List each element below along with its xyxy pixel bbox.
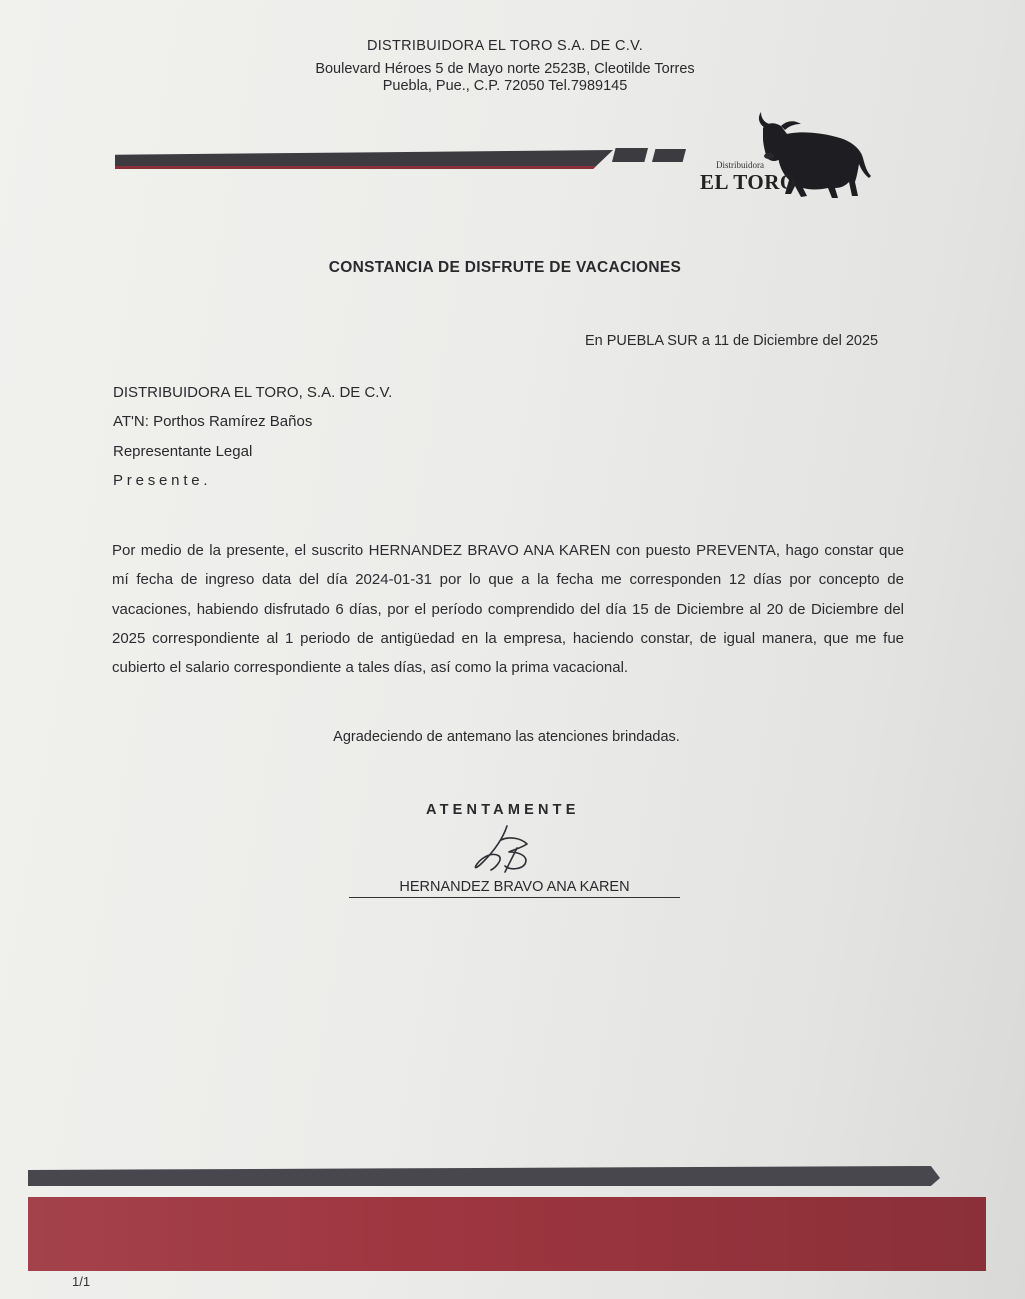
recipient-attention: AT'N: Porthos Ramírez Baños	[113, 413, 313, 430]
header-stripe-segment	[652, 149, 686, 162]
header-stripe	[115, 150, 613, 169]
logo-small-text: Distribuidora	[716, 160, 764, 170]
closing-line: Agradeciendo de antemano las atenciones brindadas.	[333, 729, 680, 745]
page-number: 1/1	[72, 1274, 91, 1289]
atentamente-label: ATENTAMENTE	[426, 802, 580, 818]
header-stripe-segment	[612, 148, 648, 162]
recipient-presente: Presente.	[113, 472, 212, 489]
company-name: DISTRIBUIDORA EL TORO S.A. DE C.V.	[366, 38, 644, 54]
body-paragraph: Por medio de la presente, el suscrito HERNANDEZ BRAVO ANA KAREN con puesto PREVENTA, hago constar que mí fecha de ingreso data del día 2024-01-31 por lo que a la fecha me corresponden 12 días por concepto de vacaciones, habiendo disfrutado 6 días, por el período comprendido del día 15 de Diciembre al 20 de Diciembre del 2025 correspondiente al 1 periodo de antigüedad en la empresa, haciendo constar, de igual manera, que me fue cubierto el salario correspondiente a tales días, así como la prima vacacional.	[112, 542, 904, 677]
company-address-line-2: Puebla, Pue., C.P. 72050 Tel.7989145	[382, 78, 628, 94]
recipient-company: DISTRIBUIDORA EL TORO, S.A. DE C.V.	[113, 384, 393, 401]
signer-name: HERNANDEZ BRAVO ANA KAREN	[349, 879, 680, 898]
logo-brand-text: EL TORO	[700, 170, 797, 194]
footer-stripe-shade	[28, 1197, 986, 1271]
signature-mark	[465, 822, 545, 878]
recipient-role: Representante Legal	[113, 443, 253, 460]
place-date: En PUEBLA SUR a 11 de Diciembre del 2025	[585, 333, 879, 349]
footer-stripe-gray	[28, 1166, 940, 1186]
document-title: CONSTANCIA DE DISFRUTE DE VACACIONES	[328, 259, 682, 276]
company-address-line-1: Boulevard Héroes 5 de Mayo norte 2523B, Cleotilde Torres	[315, 61, 695, 77]
